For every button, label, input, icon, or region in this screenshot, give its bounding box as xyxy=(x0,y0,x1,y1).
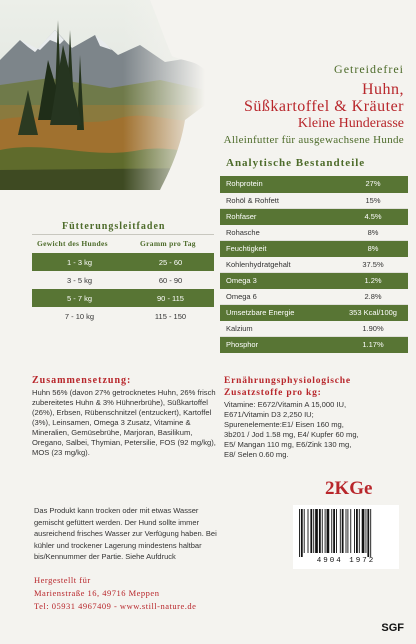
feeding-heading: Fütterungsleitfaden xyxy=(62,221,166,232)
composition-heading: Zusammensetzung: xyxy=(32,375,132,386)
barcode-bar xyxy=(299,509,300,557)
product-type: Alleinfutter für ausgewachsene Hunde xyxy=(223,134,404,146)
barcode-bar xyxy=(362,509,365,553)
analytical-value: 2.8% xyxy=(338,288,408,304)
feeding-divider xyxy=(32,234,214,235)
analytical-value: 1.90% xyxy=(338,320,408,336)
analytical-row xyxy=(220,272,408,288)
additives-text xyxy=(224,400,410,460)
analytical-row xyxy=(220,224,408,240)
barcode-bar xyxy=(315,509,318,553)
barcode-bar xyxy=(301,509,303,557)
barcode xyxy=(293,505,399,569)
analytical-row xyxy=(220,240,408,256)
barcode-bar xyxy=(322,509,323,553)
analytical-row xyxy=(220,256,408,272)
barcode-bar xyxy=(336,509,337,553)
additives-heading xyxy=(224,375,351,399)
manufacturer-info xyxy=(34,574,196,613)
analytical-value: 27% xyxy=(338,176,408,192)
barcode-bar xyxy=(319,509,321,553)
analytical-label: Feuchtigkeit xyxy=(220,240,338,256)
barcode-bar xyxy=(366,509,367,553)
feeding-col-amount: Gramm pro Tag xyxy=(140,239,196,248)
barcode-bar xyxy=(313,509,314,553)
analytical-row xyxy=(220,208,408,224)
feeding-row xyxy=(32,289,214,307)
analytical-label: Rohöl & Rohfett xyxy=(220,192,338,208)
feeding-amount: 90 - 115 xyxy=(127,289,214,307)
barcode-bar xyxy=(356,509,358,553)
analytical-label: Phosphor xyxy=(220,336,338,352)
additives-heading-line2: Zusatzstoffe pro kg: xyxy=(224,388,322,398)
analytical-table xyxy=(220,176,408,353)
additives-line: Vitamine: E672/Vitamin A 15,000 IU, xyxy=(224,400,347,409)
feeding-row xyxy=(32,307,214,325)
feeding-table xyxy=(32,253,214,325)
analytical-label: Umsetzbare Energie xyxy=(220,304,338,320)
barcode-bar xyxy=(331,509,332,553)
barcode-bar xyxy=(347,509,348,553)
analytical-value: 37.5% xyxy=(338,256,408,272)
barcode-bar xyxy=(342,509,344,553)
product-title-line2: Süßkartoffel & Kräuter xyxy=(244,98,404,115)
grain-free-tag: Getreidefrei xyxy=(334,62,404,76)
feeding-note: Das Produkt kann trocken oder mit etwas Wasser gemischt gefüttert werden. Der Hund sollte immer ausreichend frisches Wasser zur Verfügung haben. Bei kühler und trockener Lagerung mindestens haltbar bis/Kennummer der Partie. Siehe Aufdruck xyxy=(34,506,217,561)
analytical-row xyxy=(220,320,408,336)
manufacturer-contact: Tel: 05931 4967409 - www.still-nature.de xyxy=(34,601,197,611)
barcode-bar xyxy=(354,509,355,553)
feeding-amount: 115 - 150 xyxy=(154,311,187,321)
barcode-bar xyxy=(304,509,305,553)
analytical-row xyxy=(220,288,408,304)
additives-heading-line1: Ernährungsphysiologische xyxy=(224,376,351,386)
feeding-weight: 3 - 5 kg xyxy=(66,275,92,285)
analytical-value: 1.2% xyxy=(338,272,408,288)
feeding-col-weight: Gewicht des Hundes xyxy=(37,239,108,248)
feeding-weight: 1 - 3 kg xyxy=(32,253,127,271)
feeding-row xyxy=(32,253,214,271)
analytical-row xyxy=(220,176,408,192)
additives-line: E5/ Mangan 110 mg, E6/Zink 130 mg, xyxy=(224,440,352,449)
barcode-bar xyxy=(310,509,312,553)
barcode-bar xyxy=(350,509,351,553)
product-title-line1: Huhn, xyxy=(361,81,404,98)
analytical-label: Omega 3 xyxy=(220,272,338,288)
analytical-row xyxy=(220,192,408,208)
analytical-label: Omega 6 xyxy=(220,288,338,304)
barcode-bar xyxy=(346,509,347,553)
barcode-bar xyxy=(308,509,309,553)
feeding-row xyxy=(32,271,214,289)
product-subtitle: Kleine Hunderasse xyxy=(297,116,404,131)
analytical-value: 1.17% xyxy=(338,336,408,352)
feeding-amount: 25 - 60 xyxy=(127,253,214,271)
manufacturer-label: Hergestellt für xyxy=(34,575,91,585)
analytical-label: Kohlenhydratgehalt xyxy=(220,256,338,272)
additives-line: Spurenelemente:E1/ Eisen 160 mg, xyxy=(224,420,344,429)
barcode-bar xyxy=(325,509,326,553)
analytical-label: Rohasche xyxy=(220,224,338,240)
analytical-label: Rohprotein xyxy=(220,176,338,192)
barcode-bar xyxy=(333,509,335,553)
analytical-value: 8% xyxy=(338,240,408,256)
composition-text: Huhn 56% (davon 27% getrocknetes Huhn, 26% frisch zubereitetes Huhn & 3% Hühnerbrühe), Süßkartoffel (26%), Erbsen, Rübenschnitzel (entzuckert), Kartoffel (3%), Leinsamen, Omega 3 Zusatz, Vitamine & Mineralien, Gemüsebrühe, Marjoran, Basilikum, Oregano, Salbei, Thymian, Petersilie, FOS (92 mg/kg), MOS (23 mg/kg). xyxy=(32,388,216,457)
barcode-bar xyxy=(327,509,330,553)
landscape-wolf-image xyxy=(0,0,205,190)
additives-line: 3b201 / Jod 1.58 mg, E4/ Kupfer 60 mg, xyxy=(224,430,359,439)
additives-line: E8/ Selen 0.60 mg. xyxy=(224,450,289,459)
barcode-bar xyxy=(359,509,360,553)
analytical-value: 353 Kcal/100g xyxy=(338,304,408,320)
analytical-label: Kalzium xyxy=(220,320,338,336)
feeding-amount: 60 - 90 xyxy=(158,275,183,285)
analytical-label: Rohfaser xyxy=(220,208,338,224)
feeding-weight: 7 - 10 kg xyxy=(64,311,95,321)
barcode-bar xyxy=(370,509,371,557)
barcode-number: 4904 1972 xyxy=(316,557,376,565)
additives-line: E671/Vitamin D3 2,250 IU; xyxy=(224,410,314,419)
analytical-value: 4.5% xyxy=(338,208,408,224)
barcode-bars xyxy=(297,509,395,557)
barcode-bar xyxy=(340,509,341,553)
barcode-bar xyxy=(367,509,369,557)
analytical-row xyxy=(220,304,408,320)
manufacturer-address: Marienstraße 16, 49716 Meppen xyxy=(34,588,160,598)
footer-code: SGF xyxy=(381,622,404,634)
analytical-value: 15% xyxy=(338,192,408,208)
analytical-row xyxy=(220,336,408,352)
net-weight: 2KGe xyxy=(325,478,373,499)
analytical-value: 8% xyxy=(338,224,408,240)
feeding-weight: 5 - 7 kg xyxy=(32,289,127,307)
analytical-heading: Analytische Bestandteile xyxy=(226,157,366,169)
